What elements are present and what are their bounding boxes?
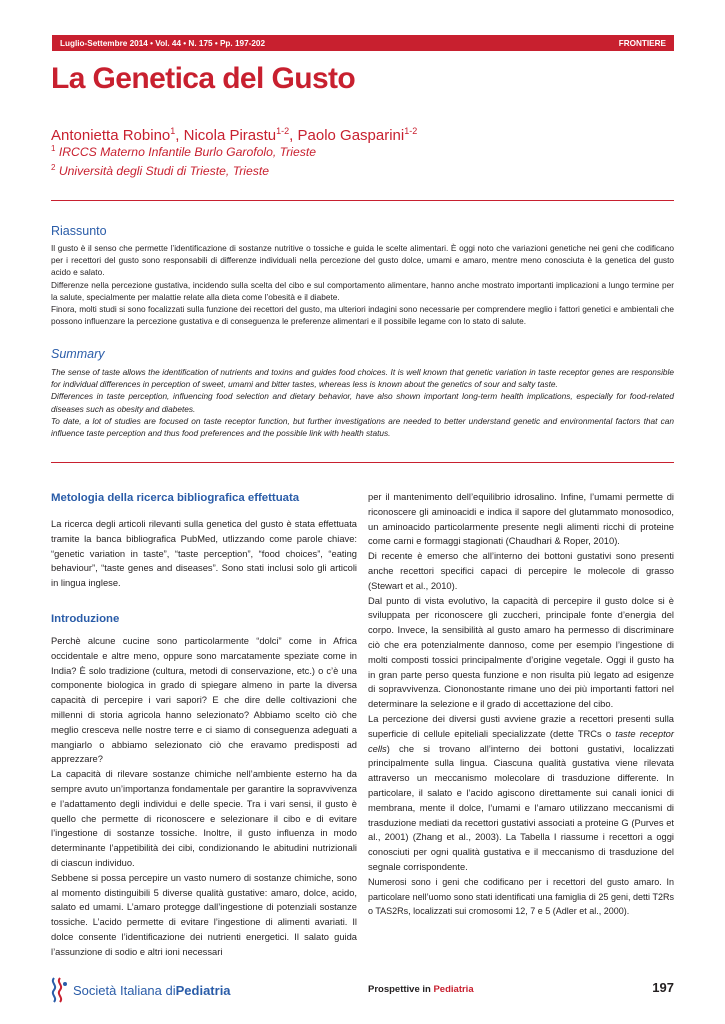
summary-paragraph: Differences in taste perception, influencing food selection and dietary behavior, have also shown important long-term health implications, especially for food-related diseases such as obesity and diabetes. xyxy=(51,391,674,414)
journal-header-bar xyxy=(52,35,674,51)
citation-line: Luglio-Settembre 2014 • Vol. 44 • N. 175 • Pp. 197-202 xyxy=(60,38,266,48)
introduction-paragraph: Sebbene si possa percepire un vasto numero di sostanze chimiche, sono al momento distinguibili 5 diverse qualità gustative: amaro, dolce, acido, salato ed umami. L’amaro protegge dall’ingestione di potenziali sostanze tossiche. L’acido permette di evitare l’ingestione di alimenti avariati. Il dolce consente l’identificazione dei nutrienti energetici. Il salato guida l’assunzione di sodio e altri ioni necessari xyxy=(51,872,357,957)
author-affiliation-mark: 1-2 xyxy=(404,126,418,136)
summary-text xyxy=(51,366,674,439)
summary-paragraph: The sense of taste allows the identification of nutrients and toxins and guides food choices. It is well known that genetic variation in taste receptor genes are responsible for individual differences in perception of sweet, umami and bitter tastes, whereas less is known about the genetics of sour and salty taste. xyxy=(51,367,674,390)
author-affiliation-mark: 1-2 xyxy=(276,126,290,136)
body-paragraph: Dal punto di vista evolutivo, la capacità di percepire il gusto dolce si è sviluppata per riconoscere gli zuccheri, principale fonte d’energia del corpo. Invece, la sensibilità al gusto amaro ha permesso di discriminare ciò che era potenzialmente dannoso, come per esempio l’ingestione di molti composti tossici principalmente d’origine vegetale. Oggi il gusto ha in gran parte perso questa funzione e non risulta più legato ad esigenze di sopravvivenza. Ciononostante rimane uno dei più importanti fattori nel determinare la selezione e il grado di accettazione del cibo. xyxy=(368,595,674,710)
affiliation-2: $^2$ Università degli Studi di Trieste, Trieste xyxy=(51,163,270,179)
affiliation-1: $^1$ IRCCS Materno Infantile Burlo Garofolo, Trieste xyxy=(51,144,317,160)
methods-paragraph: La ricerca degli articoli rilevanti sulla genetica del gusto è stata effettuata tramite la banca bibliografica PubMed, utlizzando come parole chiave: “genetic variation in taste”, “taste perception”, “food choices”, “eating behaviour”, “taste genes and diseases”. Sono stati inclusi solo gli articoli in lingua inglese. xyxy=(51,519,357,589)
author-name: Antonietta Robino xyxy=(51,127,171,144)
riassunto-text xyxy=(51,242,674,327)
right-column xyxy=(368,490,674,919)
left-column-methods xyxy=(51,491,357,591)
divider-top xyxy=(51,200,674,201)
article-title: La Genetica del Gusto xyxy=(51,62,356,95)
methods-heading: Metologia della ricerca bibliografica effettuata xyxy=(51,492,300,504)
summary-heading: Summary xyxy=(51,347,105,361)
author-name: , Nicola Pirastu xyxy=(175,127,277,144)
author-list xyxy=(51,126,417,144)
riassunto-heading: Riassunto xyxy=(51,224,107,238)
author-affiliation-mark: 1 xyxy=(170,126,176,136)
society-logo xyxy=(48,975,231,1005)
introduction-paragraph: La capacità di rilevare sostanze chimiche nell’ambiente esterno ha da sempre avuto un’importanza fondamentale per garantire la sopravvivenza e l’adattamento degli individui e delle specie. Tra i vari sensi, il gusto è quello che permette di riconoscere e selezionare il cibo e di evitare l’ingestione di sostanze tossiche. Inoltre, il gusto influenza in modo determinante l’appetibilità dei cibi, condizionando le abitudini nutrizionali di ciascun individuo. xyxy=(51,769,357,868)
society-name: Società Italiana di xyxy=(73,982,176,998)
introduction-heading: Introduzione xyxy=(51,613,120,625)
summary-paragraph: To date, a lot of studies are focused on taste receptor function, but further investigations are needed to better understand genetic and environmental factors that can influence taste perception and thus food preferences and the possible link with health status. xyxy=(51,415,674,439)
riassunto-paragraph: Differenze nella percezione gustativa, incidendo sulla scelta del cibo e sul comportamento alimentare, hanno anche mostrato importanti implicazioni a lungo termine per la salute, specialmente per malattie relate alla dieta come l’obesità e il diabete. xyxy=(51,279,674,302)
author-name: , Paolo Gasparini xyxy=(289,127,405,144)
body-paragraph: La percezione dei diversi gusti avviene grazie a recettori presenti sulla superficie di cellule epiteliali specializzate (dette TRCs o taste receptor cells) che si trovano all’interno dei bottoni gustativi, localizzati principalmente sulla lingua. Ciascuna qualità gustativa viene rilevata attraverso un meccanismo molecolare di trasduzione differente. In particolare, il salato e l’acido agiscono direttamente sui canali ionici di membrana, mente il dolce, l’umami e l’amaro utilizzano meccanismi di trasduzione mediati da recettori gustativi associati a proteine G (Purves et al., 2001) (Zhang et al., 2003). La Tabella I riassume i recettori a oggi conosciuti per ogni qualità gustativa e il meccanismo di trasduzione del segnale corrispondente. xyxy=(368,713,674,872)
journal-name: Prospettive in Pediatria xyxy=(368,984,474,995)
left-column-introduction xyxy=(51,612,357,960)
section-label: FRONTIERE xyxy=(618,38,666,48)
society-emblem-icon xyxy=(48,975,70,1005)
society-name-bold: Pediatria xyxy=(175,982,231,998)
divider-bottom xyxy=(51,462,674,463)
body-paragraph: Di recente è emerso che all’interno dei bottoni gustativi sono presenti anche recettori specifici capaci di percepire le molecole di grasso (Stewart et al., 2010). xyxy=(368,551,674,591)
page-number: 197 xyxy=(652,980,674,995)
body-paragraph: per il mantenimento dell’equilibrio idrosalino. Infine, l’umami permette di riconoscere gli aminoacidi e indica il sapore del glutammato monosodico, un aminoacido particolarmente presente negli alimenti ricchi di proteine come carni e formaggi stagionati (Chaudhari & Roper, 2010). xyxy=(368,492,674,547)
riassunto-paragraph: Il gusto è il senso che permette l’identificazione di sostanze nutritive o tossiche e guida le scelte alimentari. È oggi noto che variazioni genetiche nei geni che codificano per i recettori del gusto sono responsabili di differenze individuali nella percezione del gusto dolce, umami e amaro, mentre meno conosciuta è la genetica del gusto acido e salato. xyxy=(51,243,674,278)
riassunto-paragraph: Finora, molti studi si sono focalizzati sulla funzione dei recettori del gusto, ma ulteriori indagini sono necessarie per comprendere meglio i fattori genetici e ambientali che possono influenzare la percezione gustativa e di conseguenza le preferenze alimentari e il possibile legame con lo stato di salute. xyxy=(51,304,674,327)
body-paragraph: Numerosi sono i geni che codificano per i recettori del gusto amaro. In particolare nell’uomo sono stati identificati una famiglia di 25 geni, detti T2Rs o TAS2Rs, localizzati sui cromosomi 12, 7 e 5 (Adler et al., 2000). xyxy=(368,876,674,917)
introduction-paragraph: Perchè alcune cucine sono particolarmente “dolci” come in Africa occidentale e altre meno, oppure sono marcatamente speziate come in India? È solo tradizione (cultura, metodi di conservazione, etc.) o c’è una componente biologica in grado di spiegare almeno in parte la diversa capacità di percepire i vari sapori? E che dire delle coltivazioni che millenni di storia agricola hanno selezionato? Abbiamo scelto ciò che meglio cresceva nelle nostre terre e ci siamo di conseguenza adeguati a mangiarlo o abbiamo selezionato ciò che eravamo predisposti ad apprezzare? xyxy=(51,636,357,765)
